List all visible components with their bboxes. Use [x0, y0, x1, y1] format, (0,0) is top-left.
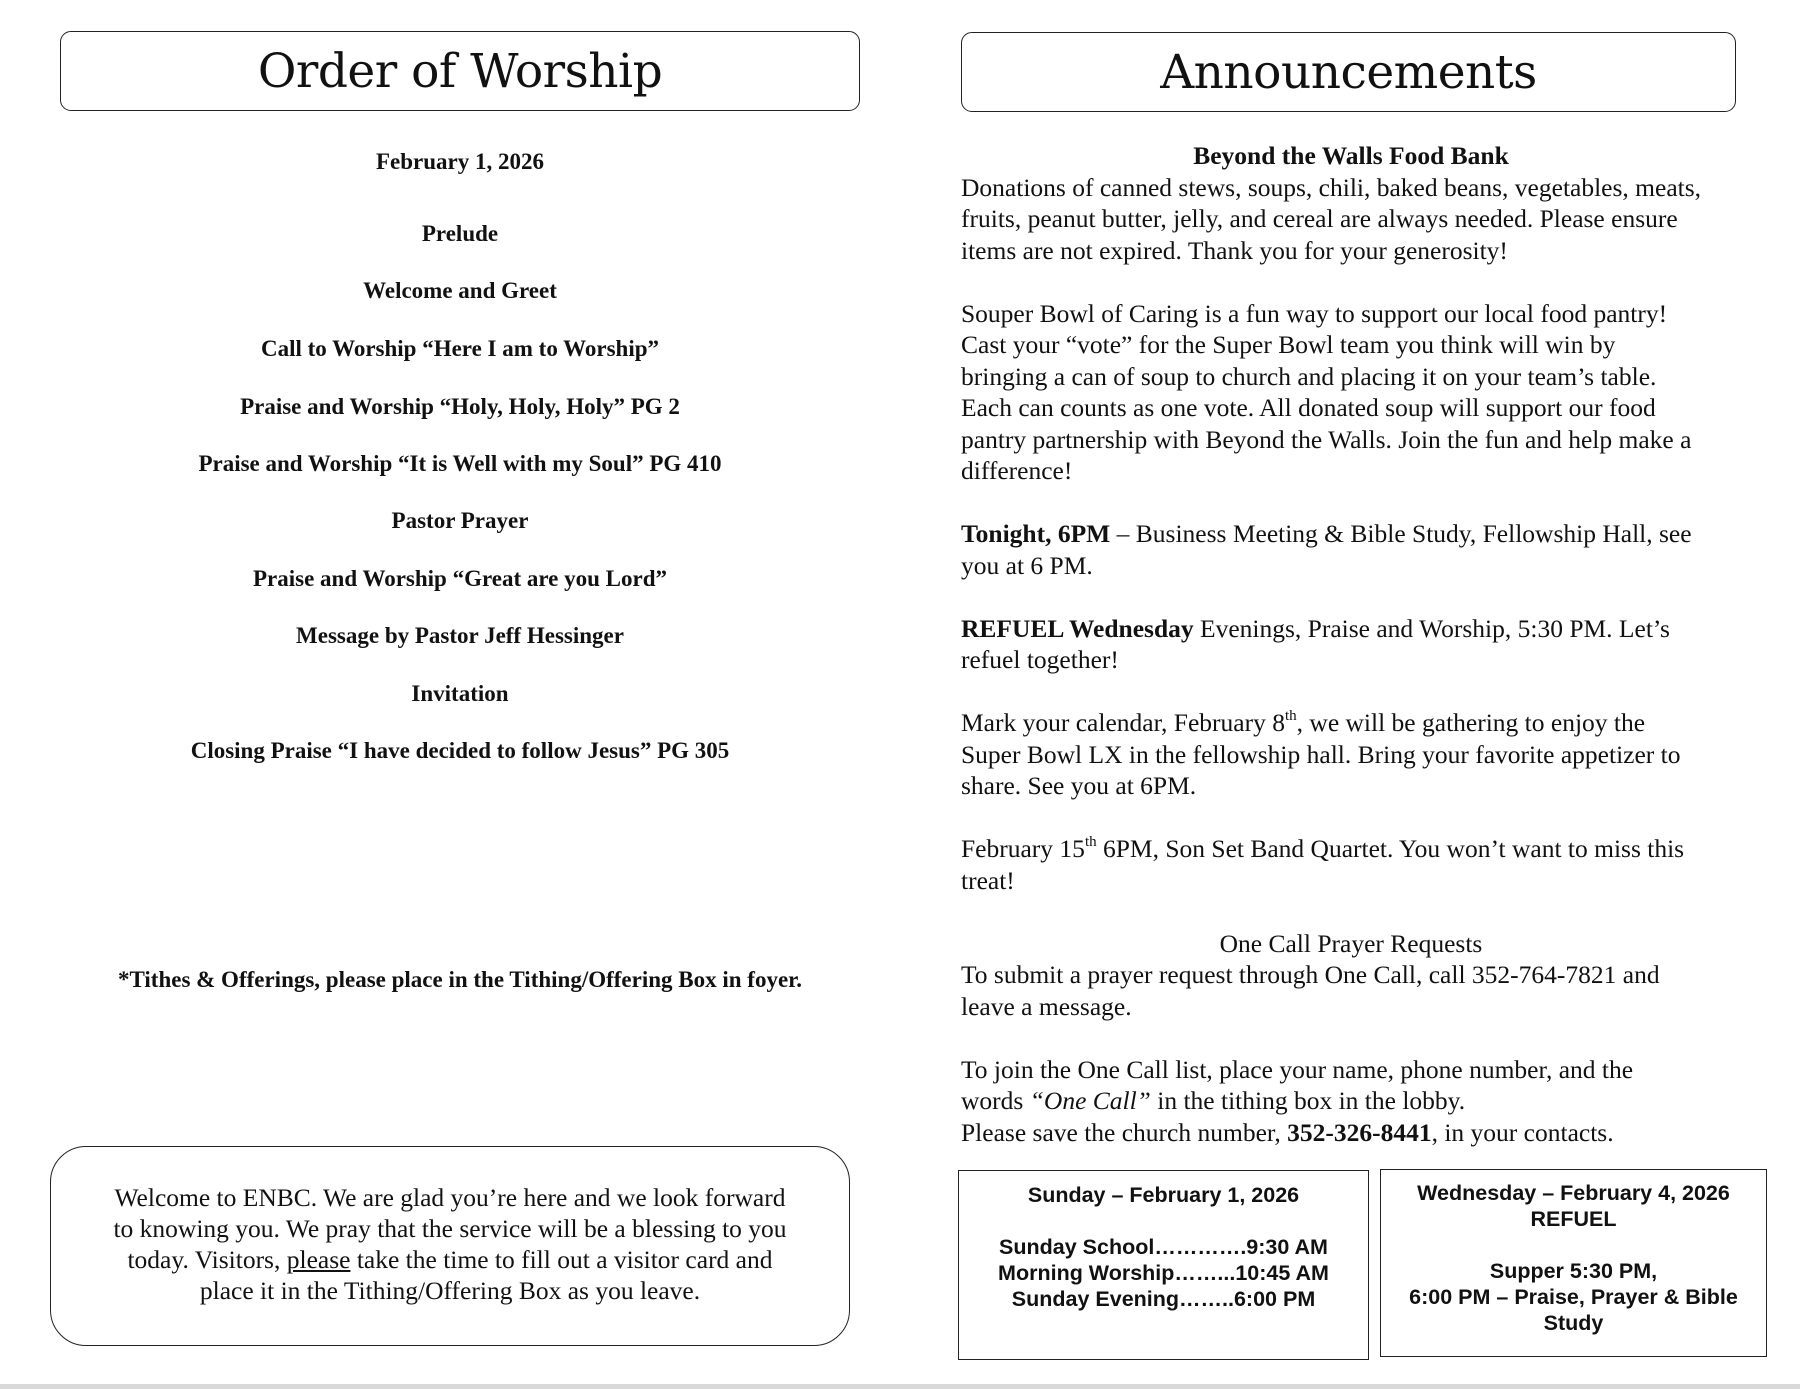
welcome-line: to knowing you. We pray that the service will be a blessing to you	[113, 1214, 787, 1243]
welcome-line	[113, 1244, 786, 1275]
one-call-italic: “One Call”	[1029, 1086, 1151, 1115]
tonight-text: – Business Meeting & Bible Study, Fellowship Hall, see	[1110, 519, 1692, 548]
food-bank-title: Beyond the Walls Food Bank	[1193, 141, 1509, 170]
order-of-worship-title: Order of Worship	[257, 43, 663, 99]
one-call-line: leave a message.	[961, 991, 1132, 1021]
page-bottom-edge	[0, 1384, 1800, 1389]
food-bank-line: items are not expired. Thank you for your generosity!	[961, 235, 1508, 265]
wednesday-schedule-item: Supper 5:30 PM,	[1489, 1259, 1658, 1283]
worship-date: February 1, 2026	[375, 149, 544, 174]
wednesday-schedule-title: Wednesday – February 4, 2026	[1417, 1181, 1730, 1205]
one-call-join-line	[961, 1085, 1761, 1117]
souper-bowl-line: Souper Bowl of Caring is a fun way to support our local food pantry!	[961, 298, 1668, 328]
worship-item-closing-praise: Closing Praise “I have decided to follow Jesus” PG 305	[190, 738, 730, 763]
souper-bowl-line: bringing a can of soup to church and placing it on your team’s table.	[961, 361, 1657, 391]
welcome-text-segment: today. Visitors,	[127, 1245, 287, 1274]
worship-item-praise-1: Praise and Worship “Holy, Holy, Holy” PG 2	[240, 394, 680, 419]
sunday-schedule-item: Sunday Evening……..6:00 PM	[1011, 1287, 1316, 1311]
quartet-text: 6PM, Son Set Band Quartet. You won’t want to miss this	[1096, 834, 1685, 863]
announcements-title: Announcements	[1160, 44, 1537, 100]
ordinal-suffix: th	[1084, 833, 1097, 850]
refuel-line: refuel together!	[961, 645, 1119, 674]
tonight-label: Tonight, 6PM	[961, 519, 1111, 548]
welcome-text-segment: take the time to fill out a visitor card and	[350, 1245, 773, 1274]
ordinal-suffix: th	[1284, 707, 1297, 724]
party-text: Mark your calendar, February 8	[961, 708, 1285, 737]
announcements-header	[961, 32, 1736, 112]
party-line: Super Bowl LX in the fellowship hall. Bring your favorite appetizer to	[961, 739, 1681, 769]
souper-bowl-line: difference!	[961, 456, 1073, 485]
quartet-line: treat!	[961, 865, 1015, 895]
welcome-box	[50, 1146, 850, 1346]
welcome-underlined-word: please	[286, 1245, 351, 1274]
wednesday-schedule-item: Study	[1543, 1311, 1604, 1335]
tithes-note: *Tithes & Offerings, please place in the Tithing/Offering Box in foyer.	[117, 967, 803, 992]
souper-bowl-line: pantry partnership with Beyond the Walls. Join the fun and help make a	[961, 424, 1692, 454]
welcome-line: place it in the Tithing/Offering Box as you leave.	[199, 1276, 701, 1305]
church-number-line	[961, 1117, 1761, 1149]
refuel-text: Evenings, Praise and Worship, 5:30 PM. Let’s	[1193, 613, 1670, 643]
sunday-schedule-item: Morning Worship……...10:45 AM	[998, 1261, 1329, 1285]
refuel-announcement	[961, 613, 1761, 645]
church-phone-number: 352-326-8441	[1287, 1117, 1432, 1147]
souper-bowl-line: Cast your “vote” for the Super Bowl team you think will win by	[961, 330, 1616, 359]
one-call-line: To submit a prayer request through One Call, call 352-764-7821 and	[961, 960, 1660, 989]
wednesday-schedule-box	[1380, 1169, 1767, 1357]
refuel-label: REFUEL Wednesday	[961, 613, 1194, 643]
one-call-title: One Call Prayer Requests	[1219, 928, 1483, 958]
worship-item-message: Message by Pastor Jeff Hessinger	[296, 623, 624, 648]
save-text: , in your contacts.	[1431, 1117, 1614, 1147]
announcements-column	[961, 140, 1761, 1148]
quartet-announcement	[961, 833, 1761, 865]
party-text: , we will be gathering to enjoy the	[1296, 708, 1646, 737]
worship-item-praise-3: Praise and Worship “Great are you Lord”	[252, 566, 668, 591]
worship-item-prelude: Prelude	[421, 221, 499, 246]
quartet-text: February 15	[961, 834, 1085, 863]
super-bowl-party-announcement	[961, 707, 1761, 739]
tonight-line: you at 6 PM.	[961, 550, 1093, 580]
party-line: share. See you at 6PM.	[961, 771, 1197, 800]
welcome-line: Welcome to ENBC. We are glad you’re here and we look forward	[114, 1183, 786, 1212]
sunday-schedule-item: Sunday School………….9:30 AM	[999, 1235, 1328, 1259]
wednesday-schedule-subtitle: REFUEL	[1530, 1207, 1617, 1231]
worship-item-invitation: Invitation	[411, 681, 509, 706]
sunday-schedule-box	[958, 1170, 1369, 1360]
wednesday-schedule-item: 6:00 PM – Praise, Prayer & Bible	[1409, 1285, 1738, 1309]
order-of-worship-header	[60, 31, 860, 111]
worship-item-call-to-worship: Call to Worship “Here I am to Worship”	[260, 336, 660, 361]
worship-item-pastor-prayer: Pastor Prayer	[391, 508, 529, 533]
welcome-text	[113, 1182, 786, 1306]
worship-item-praise-2: Praise and Worship “It is Well with my Soul” PG 410	[198, 451, 722, 476]
food-bank-line: fruits, peanut butter, jelly, and cereal are always needed. Please ensure	[961, 204, 1678, 233]
join-text: in the tithing box in the lobby.	[1150, 1086, 1466, 1115]
tonight-announcement	[961, 518, 1761, 550]
save-text: Please save the church number,	[961, 1117, 1288, 1147]
sunday-schedule-title: Sunday – February 1, 2026	[1027, 1183, 1300, 1207]
worship-item-welcome: Welcome and Greet	[363, 278, 557, 303]
food-bank-line: Donations of canned stews, soups, chili, baked beans, vegetables, meats,	[961, 172, 1702, 202]
join-text: words	[961, 1086, 1030, 1115]
souper-bowl-line: Each can counts as one vote. All donated soup will support our food	[961, 393, 1656, 422]
one-call-join-line: To join the One Call list, place your name, phone number, and the	[961, 1054, 1634, 1084]
